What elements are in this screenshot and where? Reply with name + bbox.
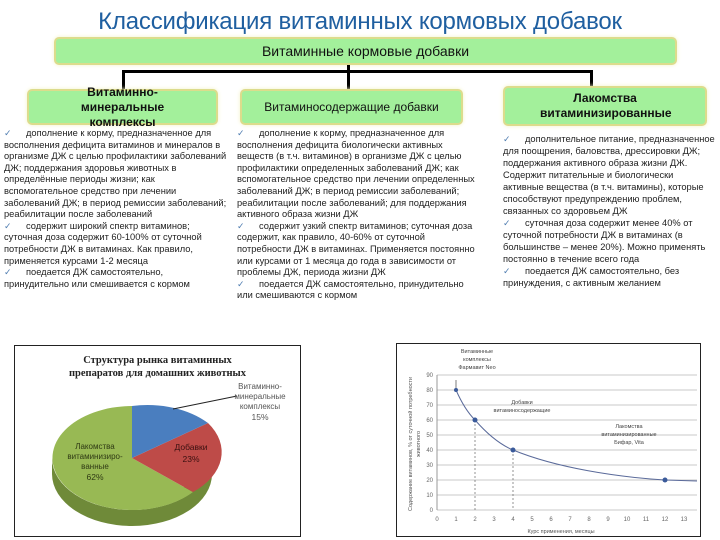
svg-text:62%: 62%: [86, 472, 104, 482]
check-icon: ✓: [237, 128, 245, 138]
annotation-vitamin-complexes: Витаминные: [460, 349, 494, 355]
svg-text:15%: 15%: [251, 412, 269, 422]
svg-text:2: 2: [473, 517, 477, 523]
check-icon: ✓: [237, 278, 245, 289]
annotation-additives: Добавки: [511, 400, 533, 406]
svg-text:70: 70: [426, 403, 433, 409]
y-axis-label: Содержание витаминов, % от суточной потребности: [408, 376, 414, 512]
svg-text:0: 0: [429, 508, 433, 514]
check-icon: ✓: [4, 220, 12, 231]
page-title: Классификация витаминных кормовых добавок: [98, 8, 622, 35]
svg-text:8: 8: [587, 517, 591, 523]
category-description-3: [503, 133, 715, 289]
list-item: ✓ поедается ДЖ самостоятельно, принудительно или смешивается с кормом: [4, 267, 190, 289]
list-item: ✓ дополнительное питание, предназначенное для поощрения, баловства, дрессировки ДЖ; поддержания активного образа жизни ДЖ. Содержит питательные и биологически активные вещества (в т.ч. витамины), которые способствуют предупреждению проблем, связанных со здоровьем ДЖ: [503, 134, 715, 216]
dose-curve-chart: [396, 343, 701, 537]
connector-middle: [347, 65, 350, 89]
svg-text:Фармавит Neo: Фармавит Neo: [458, 365, 496, 371]
list-item: ✓ суточная доза содержит менее 40% от суточной потребности ДЖ в витаминах (в большинстве – менее 20%). Можно применять постоянно в течение всего года: [503, 218, 706, 264]
root-category-box: [54, 37, 677, 65]
pie-label-vitamin-mineral: Витаминно-: [238, 382, 282, 391]
list-item: ✓ содержит узкий спектр витаминов; суточная доза содержит, как правило, 40-60% от суточной потребности ДЖ в витаминах. Применяется постоянно или курсами от 1 месяца до года в зависимости от проблемы ДЖ, периода жизни ДЖ: [237, 220, 475, 278]
svg-text:11: 11: [642, 517, 650, 523]
svg-text:13: 13: [680, 517, 688, 523]
svg-text:9: 9: [606, 517, 610, 523]
svg-text:40: 40: [426, 448, 433, 454]
svg-text:3: 3: [492, 517, 496, 523]
svg-text:20: 20: [426, 478, 433, 484]
check-icon: ✓: [503, 218, 511, 228]
dose-curve-graphic: [397, 344, 700, 536]
list-item: ✓ поедается ДЖ самостоятельно, без принуждения, с активным желанием: [503, 266, 680, 288]
connector-horizontal: [122, 70, 593, 73]
svg-text:1: 1: [454, 517, 458, 523]
root-category-label: Витаминные кормовые добавки: [261, 42, 470, 59]
category-box-vitamin-mineral: [27, 84, 218, 129]
list-item: ✓ дополнение к корму, предназначенное для восполнения дефицита биологически активных веществ (в т.ч. витаминов) в организме ДЖ с целью профилактики определенных заболеваний ДЖ; как вспомогательное средство при лечении определенных заболеваний ДЖ; в период ремиссии заболеваний; реабилитации после заболеваний; для поддержания активного образа жизни ДЖ: [237, 128, 475, 220]
svg-text:комплексы: комплексы: [239, 402, 281, 411]
pie-chart-title: Структура рынка витаминных препаратов для домашних животных: [68, 355, 247, 379]
svg-text:50: 50: [426, 433, 433, 439]
category-description-2: [237, 128, 477, 302]
svg-text:животного: животного: [416, 430, 422, 458]
category-description-1: [4, 128, 228, 290]
svg-text:12: 12: [661, 517, 669, 523]
svg-text:10: 10: [623, 517, 631, 523]
pie-label-additives: Добавки: [174, 442, 208, 452]
svg-text:0: 0: [435, 517, 439, 523]
annotation-treats: Лакомства: [615, 424, 643, 430]
svg-text:Бифар, Vita: Бифар, Vita: [614, 440, 644, 446]
list-item: ✓ содержит широкий спектр витаминов; суточная доза содержит 60-100% от суточной потребности ДЖ в витаминах. Как правило, применяется курсами 1-2 месяца: [4, 220, 202, 266]
svg-text:минеральные: минеральные: [234, 392, 286, 401]
pie-chart: [14, 345, 301, 537]
category-box-treats: [503, 86, 707, 126]
check-icon: ✓: [4, 128, 12, 138]
pie-label-treats: Лакомства: [75, 442, 115, 451]
check-icon: ✓: [503, 134, 511, 144]
svg-text:6: 6: [549, 517, 553, 523]
svg-text:7: 7: [568, 517, 572, 523]
svg-text:60: 60: [426, 418, 433, 424]
check-icon: ✓: [503, 266, 511, 276]
connector-right: [590, 70, 593, 87]
list-item: ✓ поедается ДЖ самостоятельно, принудительно или смешиваются с кормом: [237, 278, 464, 301]
check-icon: ✓: [237, 220, 245, 231]
svg-text:витаминосодержащие: витаминосодержащие: [493, 408, 551, 414]
svg-text:витаминизированные: витаминизированные: [601, 432, 657, 438]
category-label: Витаминно-минеральные комплексы: [80, 84, 165, 129]
svg-text:23%: 23%: [182, 454, 200, 464]
svg-text:ванные: ванные: [81, 462, 109, 471]
svg-text:90: 90: [426, 373, 433, 379]
category-label: Лакомства витаминизированные: [540, 91, 672, 120]
svg-text:витаминизиро-: витаминизиро-: [67, 452, 123, 461]
svg-text:10: 10: [426, 493, 433, 499]
svg-text:комплексы: комплексы: [463, 357, 491, 363]
check-icon: ✓: [4, 267, 12, 278]
list-item: ✓ дополнение к корму, предназначенное для восполнения дефицита витаминов и минералов в организме ДЖ с целью профилактики заболеваний ДЖ; поддержания здоровья животных в определённые периоды жизни; как вспомогательное средство при лечении заболеваний ДЖ; в период ремиссии заболеваний; реабилитации после заболеваний: [4, 128, 227, 220]
pie-chart-graphic: [15, 346, 300, 536]
svg-text:80: 80: [426, 388, 433, 394]
category-label: Витаминосодержащие добавки: [264, 99, 439, 114]
x-axis-label: Курс применения, месяцы: [527, 529, 595, 535]
category-box-vitamin-containing: [240, 89, 463, 125]
svg-text:4: 4: [511, 517, 515, 523]
svg-text:30: 30: [426, 463, 433, 469]
svg-text:5: 5: [530, 517, 534, 523]
